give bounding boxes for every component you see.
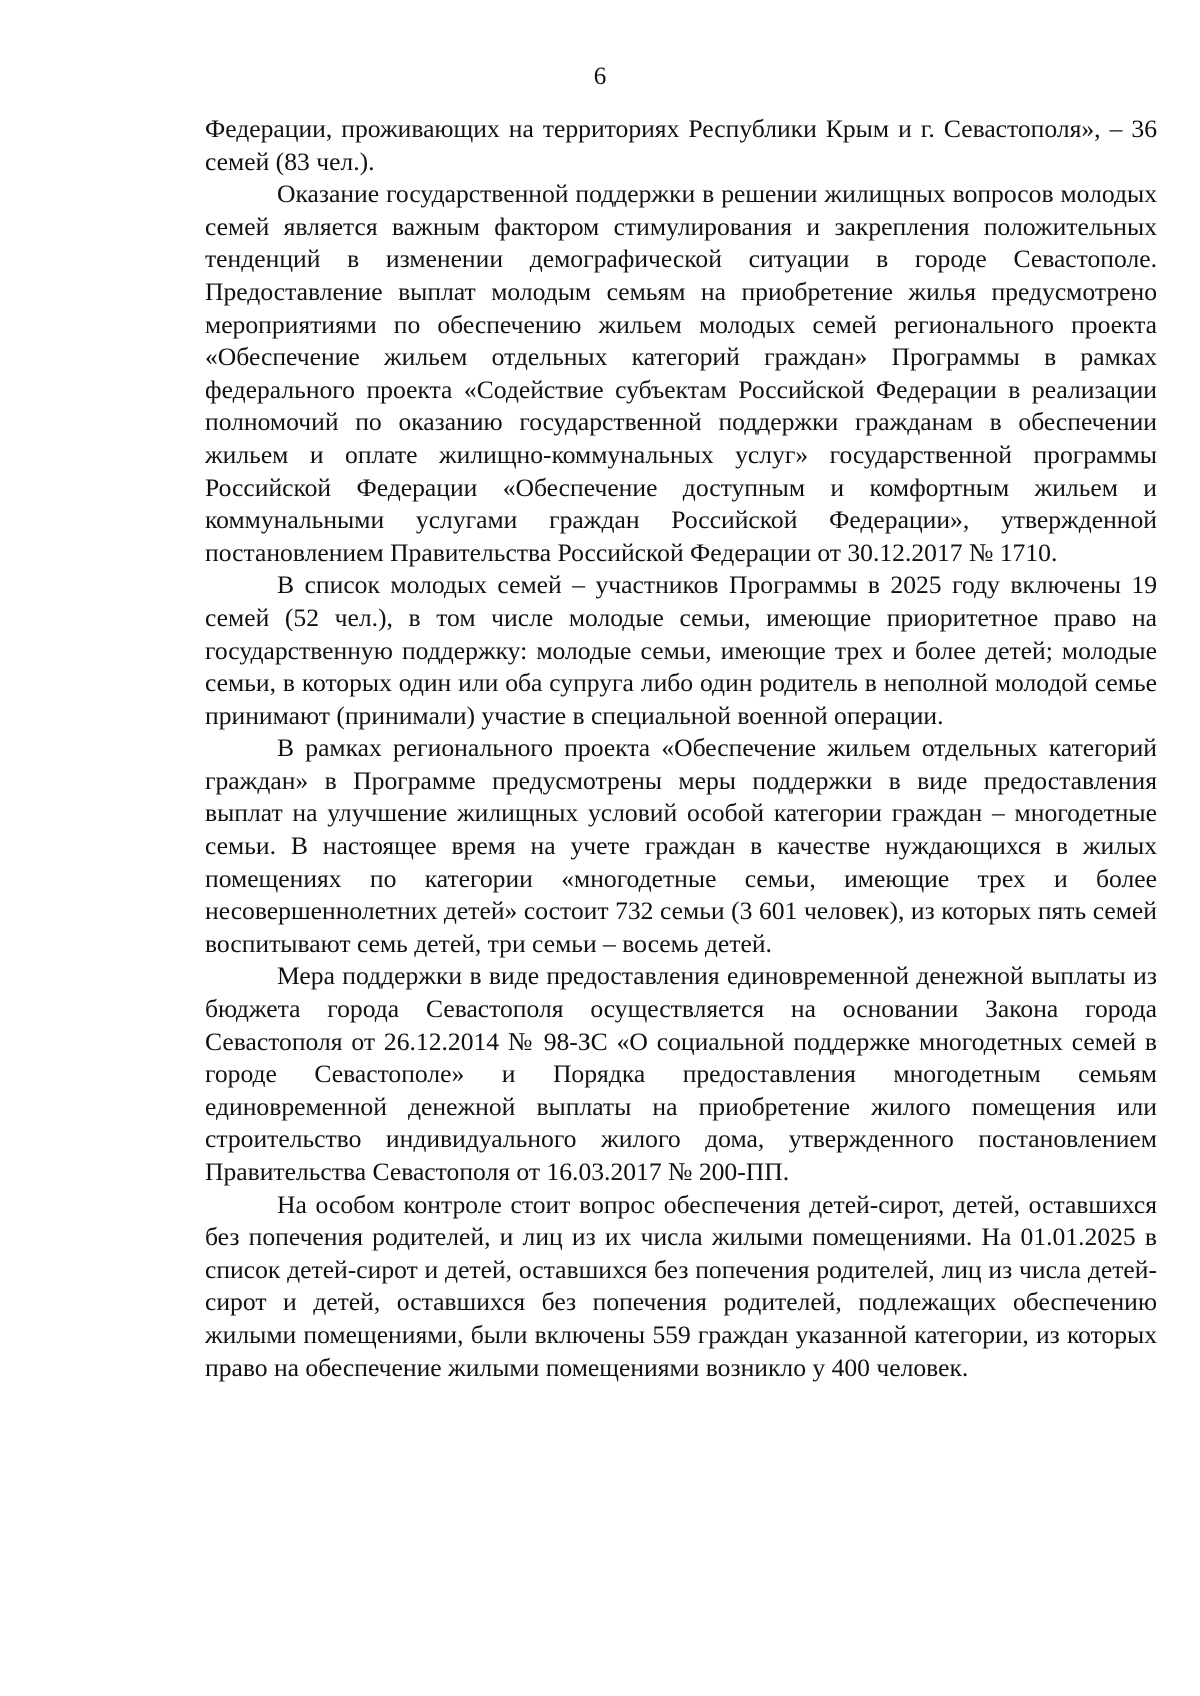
page-number: 6 bbox=[593, 63, 607, 90]
paragraph-orphans-housing: На особом контроле стоит вопрос обеспечения детей-сирот, детей, оставшихся без попечения родителей, и лиц из их числа жилыми помещениями. На 01.01.2025 в список детей-сирот и детей, оставшихся без попечения родителей, лиц из числа детей-сирот и детей, оставшихся без попечения родителей, подлежащих обеспечению жилыми помещениями, были включены 559 граждан указанной категории, из которых право на обеспечение жилыми помещениями возникло у 400 человек. bbox=[205, 1189, 1157, 1382]
paragraph-continuation: Федерации, проживающих на территориях Республики Крым и г. Севастополя», – 36 семей (83 чел.). bbox=[205, 114, 1157, 176]
document-body bbox=[205, 113, 1157, 1384]
paragraph-young-families-list: В список молодых семей – участников Программы в 2025 году включены 19 семей (52 чел.), в том числе молодые семьи, имеющие приоритетное право на государственную поддержку: молодые семьи, имеющие трех и более детей; молодые семьи, в которых один или оба супруга либо один родитель в неполной молодой семье принимают (принимали) участие в специальной военной операции. bbox=[205, 570, 1157, 730]
paragraph-young-families-support: Оказание государственной поддержки в решении жилищных вопросов молодых семей является важным фактором стимулирования и закрепления положительных тенденций в изменении демографической ситуации в городе Севастополе. Предоставление выплат молодым семьям на приобретение жилья предусмотрено мероприятиями по обеспечению жильем молодых семей регионального проекта «Обеспечение жильем отдельных категорий граждан» Программы в рамках федерального проекта «Содействие субъектам Российской Федерации в реализации полномочий по оказанию государственной поддержки гражданам в обеспечении жильем и оплате жилищно-коммунальных услуг» государственной программы Российской Федерации «Обеспечение доступным и комфортным жильем и коммунальными услугами граждан Российской Федерации», утвержденной постановлением Правительства Российской Федерации от 30.12.2017 № 1710. bbox=[205, 179, 1157, 567]
paragraph-large-families: В рамках регионального проекта «Обеспечение жильем отдельных категорий граждан» в Программе предусмотрены меры поддержки в виде предоставления выплат на улучшение жилищных условий особой категории граждан – многодетные семьи. В настоящее время на учете граждан в качестве нуждающихся в жилых помещениях по категории «многодетные семьи, имеющие трех и более несовершеннолетних детей» состоит 732 семьи (3 601 человек), из которых пять семей воспитывают семь детей, три семьи – восемь детей. bbox=[205, 733, 1157, 958]
paragraph-lump-sum-payment: Мера поддержки в виде предоставления единовременной денежной выплаты из бюджета города Севастополя осуществляется на основании Закона города Севастополя от 26.12.2014 № 98-ЗС «О социальной поддержке многодетных семей в городе Севастополе» и Порядка предоставления многодетным семьям единовременной денежной выплаты на приобретение жилого помещения или строительство индивидуального жилого дома, утвержденного постановлением Правительства Севастополя от 16.03.2017 № 200-ПП. bbox=[205, 961, 1157, 1186]
